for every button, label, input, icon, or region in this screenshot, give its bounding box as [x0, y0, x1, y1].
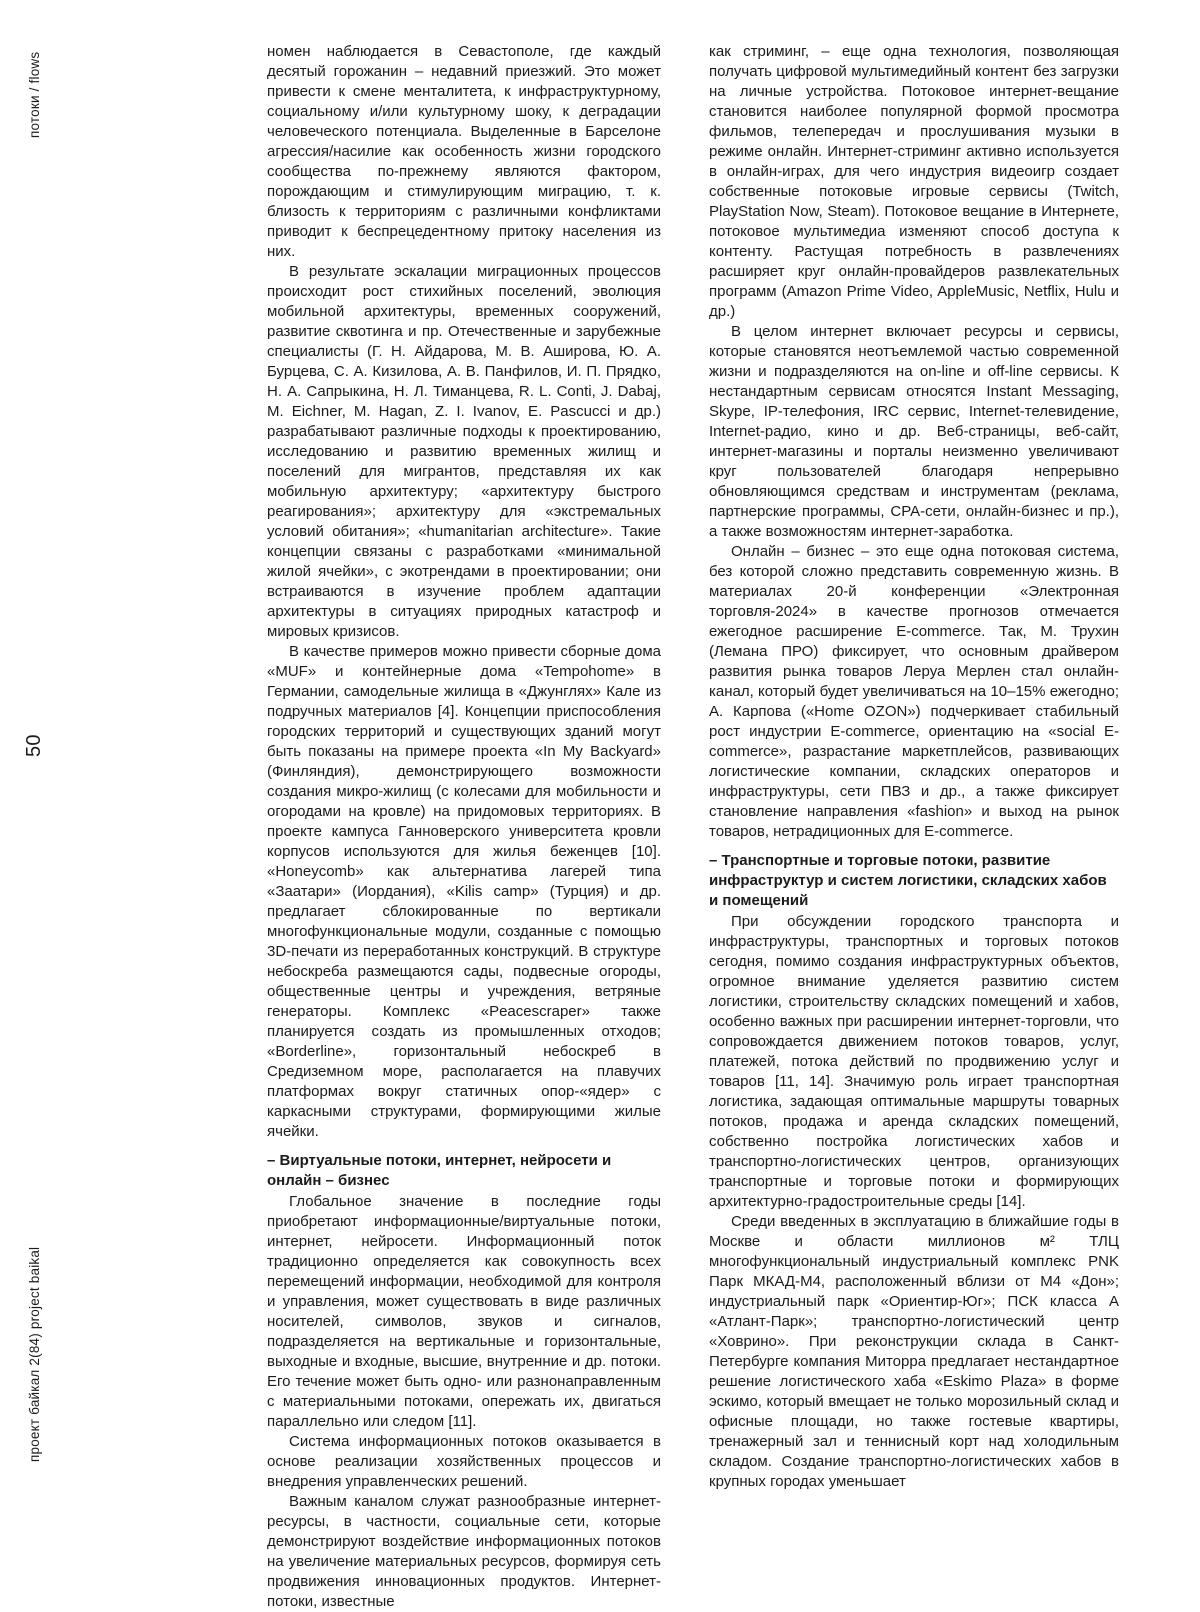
paragraph: Система информационных потоков оказывается в основе реализации хозяйственных процессов и внедрения управленческих решений. — [267, 1433, 661, 1490]
journal-label: проект байкал 2(84) project baikal — [27, 1246, 42, 1462]
article-body — [267, 42, 1119, 1612]
paragraph: При обсуждении городского транспорта и инфраструктуры, транспортных и торговых потоков сегодня, помимо создания инфраструктурных объектов, огромное внимание уделяется развитию систем логистики, строительству складских помещений и хабов, особенно важных при расширении интернет-торговли, что сопровождается движением потоков товаров, услуг, платежей, потока действий по продвижению услуг и товаров [11, 14]. Значимую роль играет транспортная логистика, задающая оптимальные маршруты товарных потоков, продажа и аренда складских помещений, собственно постройка логистических хабов и транспортно-логистических центров, организующих транспортные и торговые потоки и формирующих архитектурно-градостроительные среды [14]. — [709, 913, 1119, 1210]
paragraph: В результате эскалации миграционных процессов происходит рост стихийных поселений, эволюция мобильной архитектуры, временных сооружений, развитие сквотинга и пр. Отечественные и зарубежные специалисты (Г. Н. Айдарова, М. В. Аширова, Ю. А. Бурцева, С. А. Кизилова, А. В. Панфилов, И. П. Прядко, Н. А. Сапрыкина, Н. Л. Тиманцева, R. L. Conti, J. Dabaj, M. Eichner, M. Hagan, Z. I. Ivanov, E. Pascucci и др.) разрабатывают различные подходы к проектированию, исследованию и развитию временных жилищ и поселений для мигрантов, представляя их как мобильную архитектуру; «архитектуру быстрого реагирования»; архитектуру для «экстремальных условий обитания»; «humanitarian architecture». Такие концепции связаны с разработками «минимальной жилой ячейки», с экотрендами в проектировании; они встраиваются в изучение проблем адаптации архитектуры в ситуациях природных катастроф и мировых кризисов. — [267, 263, 661, 640]
column-right — [709, 42, 1119, 1612]
paragraph-continuation: номен наблюдается в Севастополе, где каждый десятый горожанин – недавний приезжий. Это может привести к смене менталитета, к инфраструктурному, социальному и/или культурному шоку, к деградации человеческого потенциала. Выделенные в Барселоне агрессия/насилие как особенность жизни городского сообщества по-прежнему являются фактором, порождающим и стимулирующим миграцию, т. к. близость к территориям с различными конфликтами приводит к беспрецедентному притоку населения из них. — [267, 43, 661, 260]
paragraph: В целом интернет включает ресурсы и сервисы, которые становятся неотъемлемой частью современной жизни и подразделяются на on-line и off-line сервисы. К нестандартным сервисам относятся Instant Messaging, Skype, IP-телефония, IRC сервис, Internet-телевидение, Internet-радио, кино и др. Веб-страницы, веб-сайт, интернет-магазины и порталы неизменно увеличивают круг пользователей благодаря непрерывно обновляющимся средствам и инструментам (реклама, партнерские программы, CPA-сети, онлайн-бизнес и пр.), а также возможностям интернет-заработка. — [709, 323, 1119, 540]
paragraph: Среди введенных в эксплуатацию в ближайшие годы в Москве и области миллионов м² ТЛЦ многофункциональный индустриальный комплекс PNK Парк МКАД-М4, расположенный вблизи от М4 «Дон»; индустриальный парк «Ориентир-Юг»; ПСК класса А «Атлант-Парк»; транспортно-логистический центр «Ховрино». При реконструкции склада в Санкт-Петербурге компания Миторра предлагает нестандартное решение логистического хаба «Eskimo Plaza» в форме эскимо, который вмещает не только морозильный склад и офисные площади, но также гостевые квартиры, тренажерный зал и теннисный корт над холодильным складом. Создание транспортно-логистических хабов в крупных городах уменьшает — [709, 1213, 1119, 1490]
section-label: потоки / flows — [27, 51, 42, 138]
subheading-virtual-flows: – Виртуальные потоки, интернет, нейросети и онлайн – бизнес — [267, 1152, 612, 1189]
subheading-transport-flows: – Транспортные и торговые потоки, развитие инфраструктур и систем логистики, складских хабов и помещений — [709, 852, 1107, 909]
page-number: 50 — [23, 734, 45, 757]
paragraph-continuation: как стриминг, – еще одна технология, позволяющая получать цифровой мультимедийный контент без загрузки на личные устройства. Потоковое интернет-вещание становится наиболее популярной формой просмотра фильмов, телепередач и прослушивания музыки в режиме онлайн. Интернет-стриминг активно используется в онлайн-играх, для чего индустрия видеоигр создает собственные потоковые игровые сервисы (Twitch, PlayStation Now, Steam). Потоковое вещание в Интернете, потоковое мультимедиа изменяют способ доступа к контенту. Растущая потребность в развлечениях расширяет круг онлайн-провайдеров развлекательных программ (Amazon Prime Video, AppleMusic, Netflix, Hulu и др.) — [709, 43, 1119, 320]
paragraph: Важным каналом служат разнообразные интернет-ресурсы, в частности, социальные сети, которые демонстрируют воздействие информационных потоков на увеличение материальных ресурсов, формируя сеть продвижения инновационных продуктов. Интернет-потоки, известные — [267, 1493, 661, 1610]
paragraph: Онлайн – бизнес – это еще одна потоковая система, без которой сложно представить современную жизнь. В материалах 20-й конференции «Электронная торговля-2024» в качестве прогнозов отмечается ежегодное расширение E-commerce. Так, М. Трухин (Лемана ПРО) фиксирует, что основным драйвером развития рынка товаров Леруа Мерлен стал онлайн-канал, который будет увеличиваться на 10–15% ежегодно; А. Карпова («Home OZON») подчеркивает стабильный рост индустрии E-commerce, ориентацию на «social E-commerce», разрастание маркетплейсов, развивающих логистические компании, складских операторов и инфраструктуры, сети ПВЗ и др., а также фиксирует становление направления «fashion» и выход на рынок товаров, нетрадиционных для E-commerce. — [709, 543, 1119, 840]
column-left — [267, 42, 661, 1612]
paragraph: Глобальное значение в последние годы приобретают информационные/виртуальные потоки, интернет, нейросети. Информационный поток традиционно определяется как совокупность всех перемещений информации, необходимой для контроля и управления, может существовать в виде различных носителей, символов, звуков и сигналов, подразделяется на вертикальные и горизонтальные, выходные и входные, высшие, внутренние и др. потоки. Его течение может быть одно- или разнонаправленным с материальными потоками, опережать их, двигаться параллельно или следом [11]. — [267, 1193, 661, 1430]
paragraph: В качестве примеров можно привести сборные дома «MUF» и контейнерные дома «Tempohome» в Германии, самодельные жилища в «Джунглях» Кале из подручных материалов [4]. Концепции приспособления городских территорий и существующих зданий могут быть показаны на примере проекта «In My Backyard» (Финляндия), демонстрирующего возможности создания микро-жилищ (с колесами для мобильности и огородами на кровле) на придомовых территориях. В проекте кампуса Ганноверского университета кровли корпусов используются для жилья беженцев [10]. «Honeycomb» как альтернатива лагерей типа «Заатари» (Иордания), «Kilis camp» (Турция) и др. предлагает сблокированные по вертикали многофункциональные модули, созданные с помощью 3D-печати из переработанных конструкций. В структуре небоскреба размещаются сады, подвесные огороды, общественные центры и учреждения, ветряные генераторы. Комплекс «Peacescraper» также планируется создать из промышленных отходов; «Borderline», горизонтальный небоскреб в Средиземном море, располагается на плавучих платформах вокруг статичных опор-«ядер» с каркасными структурами, формирующими жилые ячейки. — [267, 643, 661, 1140]
